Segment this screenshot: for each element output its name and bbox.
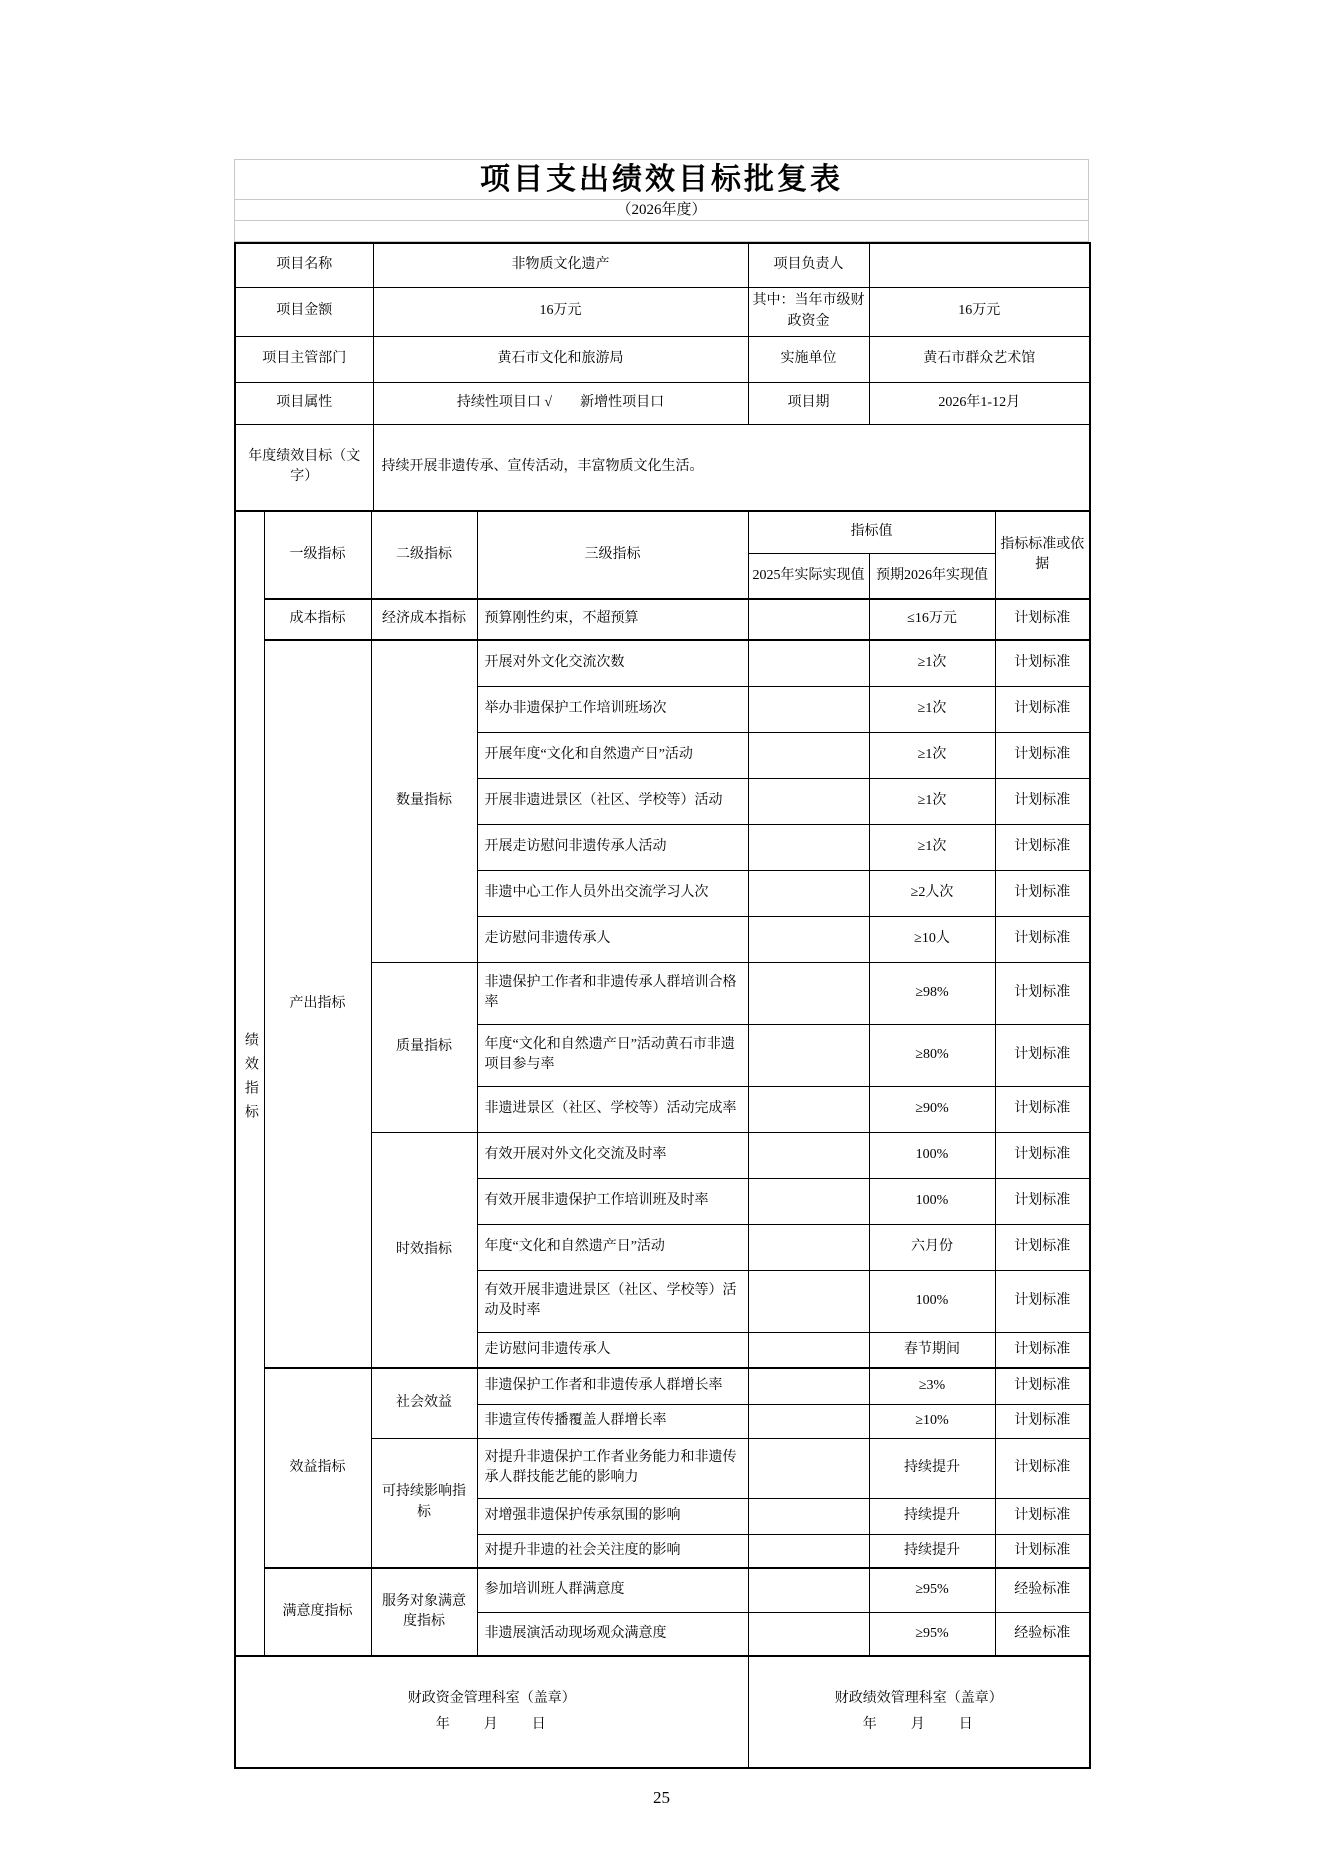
standard: 经验标准 (995, 1612, 1090, 1656)
indicator-name: 举办非遗保护工作培训班场次 (477, 686, 748, 732)
standard: 计划标准 (995, 1438, 1090, 1498)
value-2025 (748, 1498, 869, 1534)
indicator-name: 开展走访慰问非遗传承人活动 (477, 824, 748, 870)
value-2026: 100% (869, 1270, 995, 1332)
footer-left-title: 财政资金管理科室（盖章） (407, 1690, 576, 1706)
level2-quantity: 数量指标 (371, 640, 477, 962)
standard: 计划标准 (995, 640, 1090, 686)
indicator-name: 开展年度“文化和自然遗产日”活动 (477, 732, 748, 778)
leader-label: 项目负责人 (748, 243, 869, 287)
level1-cost: 成本指标 (264, 599, 371, 640)
attr-label: 项目属性 (235, 382, 373, 424)
value-2026: ≥1次 (869, 778, 995, 824)
value-2025 (748, 1270, 869, 1332)
standard: 计划标准 (995, 1404, 1090, 1438)
footer-right-title: 财政绩效管理科室（盖章） (834, 1690, 1003, 1706)
indicator-name: 非遗宣传传播覆盖人群增长率 (477, 1404, 748, 1438)
indicator-name: 走访慰问非遗传承人 (477, 916, 748, 962)
city-fund-value: 16万元 (869, 287, 1090, 336)
standard: 计划标准 (995, 1132, 1090, 1178)
signature-footer-table (234, 1655, 1091, 1769)
level1-satisfaction: 满意度指标 (264, 1568, 371, 1656)
value-2026: ≤16万元 (869, 599, 995, 640)
value-2026: 100% (869, 1132, 995, 1178)
value-2026: ≥1次 (869, 732, 995, 778)
impl-label: 实施单位 (748, 336, 869, 382)
indicator-name: 开展非遗进景区（社区、学校等）活动 (477, 778, 748, 824)
value-2025 (748, 1534, 869, 1568)
attr-value: 持续性项目口 √ 新增性项目口 (373, 382, 748, 424)
indicator-name: 非遗保护工作者和非遗传承人群培训合格率 (477, 962, 748, 1024)
level2-sustainable: 可持续影响指标 (371, 1438, 477, 1568)
standard: 计划标准 (995, 962, 1090, 1024)
value-2025 (748, 686, 869, 732)
standard: 计划标准 (995, 599, 1090, 640)
side-label-cell (235, 511, 264, 1656)
standard: 计划标准 (995, 1368, 1090, 1404)
value-2025 (748, 732, 869, 778)
indicator-table (234, 510, 1091, 1657)
title-box (234, 159, 1089, 200)
value-2025 (748, 1612, 869, 1656)
indicator-name: 非遗展演活动现场观众满意度 (477, 1612, 748, 1656)
standard: 经验标准 (995, 1568, 1090, 1612)
standard: 计划标准 (995, 1332, 1090, 1368)
level2-timeliness: 时效指标 (371, 1132, 477, 1368)
value-2026: ≥1次 (869, 824, 995, 870)
value-2026: ≥95% (869, 1612, 995, 1656)
indicator-name: 开展对外文化交流次数 (477, 640, 748, 686)
indicator-name: 预算刚性约束，不超预算 (477, 599, 748, 640)
level2-economic-cost: 经济成本指标 (371, 599, 477, 640)
level2-quality: 质量指标 (371, 962, 477, 1132)
dept-value: 黄石市文化和旅游局 (373, 336, 748, 382)
city-fund-label: 其中：当年市级财政资金 (748, 287, 869, 336)
standard: 计划标准 (995, 1086, 1090, 1132)
header-standard: 指标标准或依据 (995, 511, 1090, 599)
value-2025 (748, 640, 869, 686)
indicator-name: 有效开展对外文化交流及时率 (477, 1132, 748, 1178)
indicator-name: 对提升非遗保护工作者业务能力和非遗传承人群技能艺能的影响力 (477, 1438, 748, 1498)
footer-right-date: 年 月 日 (862, 1717, 975, 1732)
goal-value: 持续开展非遗传承、宣传活动，丰富物质文化生活。 (373, 424, 1090, 511)
header-2026: 预期2026年实现值 (869, 553, 995, 599)
standard: 计划标准 (995, 824, 1090, 870)
goal-label: 年度绩效目标（文字） (235, 424, 373, 511)
footer-right-cell (748, 1656, 1090, 1768)
value-2025 (748, 1178, 869, 1224)
leader-value (869, 243, 1090, 287)
value-2026: ≥1次 (869, 686, 995, 732)
page-title: 项目支出绩效目标批复表 (480, 162, 843, 196)
value-2025 (748, 962, 869, 1024)
project-info-table (234, 242, 1091, 512)
document-sheet (234, 159, 1089, 1769)
level1-output: 产出指标 (264, 640, 371, 1368)
value-2026: ≥90% (869, 1086, 995, 1132)
subtitle-box (234, 199, 1089, 221)
header-level1: 一级指标 (264, 511, 371, 599)
standard: 计划标准 (995, 732, 1090, 778)
value-2025 (748, 824, 869, 870)
level1-benefit: 效益指标 (264, 1368, 371, 1568)
standard: 计划标准 (995, 1224, 1090, 1270)
value-2025 (748, 1132, 869, 1178)
value-2025 (748, 1086, 869, 1132)
value-2026: 持续提升 (869, 1438, 995, 1498)
page-subtitle: （2026年度） (616, 201, 707, 218)
amount-label: 项目金额 (235, 287, 373, 336)
indicator-name: 有效开展非遗保护工作培训班及时率 (477, 1178, 748, 1224)
standard: 计划标准 (995, 1534, 1090, 1568)
project-name-label: 项目名称 (235, 243, 373, 287)
blank-row (234, 220, 1089, 242)
indicator-name: 年度“文化和自然遗产日”活动 (477, 1224, 748, 1270)
value-2025 (748, 778, 869, 824)
value-2026: ≥10人 (869, 916, 995, 962)
footer-left-cell (235, 1656, 748, 1768)
standard: 计划标准 (995, 870, 1090, 916)
header-2025: 2025年实际实现值 (748, 553, 869, 599)
value-2025 (748, 916, 869, 962)
value-2025 (748, 1568, 869, 1612)
indicator-name: 非遗进景区（社区、学校等）活动完成率 (477, 1086, 748, 1132)
page-number: 25 (653, 1788, 670, 1807)
level2-social: 社会效益 (371, 1368, 477, 1438)
indicator-name: 非遗中心工作人员外出交流学习人次 (477, 870, 748, 916)
value-2025 (748, 1368, 869, 1404)
value-2025 (748, 1024, 869, 1086)
value-2025 (748, 1224, 869, 1270)
value-2026: ≥10% (869, 1404, 995, 1438)
standard: 计划标准 (995, 916, 1090, 962)
value-2026: 持续提升 (869, 1498, 995, 1534)
standard: 计划标准 (995, 1178, 1090, 1224)
period-label: 项目期 (748, 382, 869, 424)
amount-value: 16万元 (373, 287, 748, 336)
standard: 计划标准 (995, 1024, 1090, 1086)
value-2026: ≥2人次 (869, 870, 995, 916)
value-2025 (748, 870, 869, 916)
header-level3: 三级指标 (477, 511, 748, 599)
side-label: 绩效指标 (242, 1031, 258, 1128)
value-2026: 六月份 (869, 1224, 995, 1270)
level2-service-satisfaction: 服务对象满意度指标 (371, 1568, 477, 1656)
period-value: 2026年1-12月 (869, 382, 1090, 424)
indicator-name: 对增强非遗保护传承氛围的影响 (477, 1498, 748, 1534)
value-2025 (748, 1438, 869, 1498)
standard: 计划标准 (995, 686, 1090, 732)
footer-left-date: 年 月 日 (435, 1717, 548, 1732)
value-2026: ≥1次 (869, 640, 995, 686)
indicator-name: 参加培训班人群满意度 (477, 1568, 748, 1612)
standard: 计划标准 (995, 1270, 1090, 1332)
dept-label: 项目主管部门 (235, 336, 373, 382)
value-2026: ≥95% (869, 1568, 995, 1612)
value-2025 (748, 599, 869, 640)
indicator-name: 对提升非遗的社会关注度的影响 (477, 1534, 748, 1568)
indicator-name: 年度“文化和自然遗产日”活动黄石市非遗项目参与率 (477, 1024, 748, 1086)
value-2026: 100% (869, 1178, 995, 1224)
indicator-name: 非遗保护工作者和非遗传承人群增长率 (477, 1368, 748, 1404)
value-2026: 持续提升 (869, 1534, 995, 1568)
value-2025 (748, 1332, 869, 1368)
header-level2: 二级指标 (371, 511, 477, 599)
value-2026: ≥3% (869, 1368, 995, 1404)
header-value-group: 指标值 (748, 511, 995, 553)
indicator-name: 有效开展非遗进景区（社区、学校等）活动及时率 (477, 1270, 748, 1332)
project-name-value: 非物质文化遗产 (373, 243, 748, 287)
standard: 计划标准 (995, 778, 1090, 824)
value-2026: 春节期间 (869, 1332, 995, 1368)
indicator-name: 走访慰问非遗传承人 (477, 1332, 748, 1368)
impl-value: 黄石市群众艺术馆 (869, 336, 1090, 382)
standard: 计划标准 (995, 1498, 1090, 1534)
value-2025 (748, 1404, 869, 1438)
value-2026: ≥80% (869, 1024, 995, 1086)
value-2026: ≥98% (869, 962, 995, 1024)
